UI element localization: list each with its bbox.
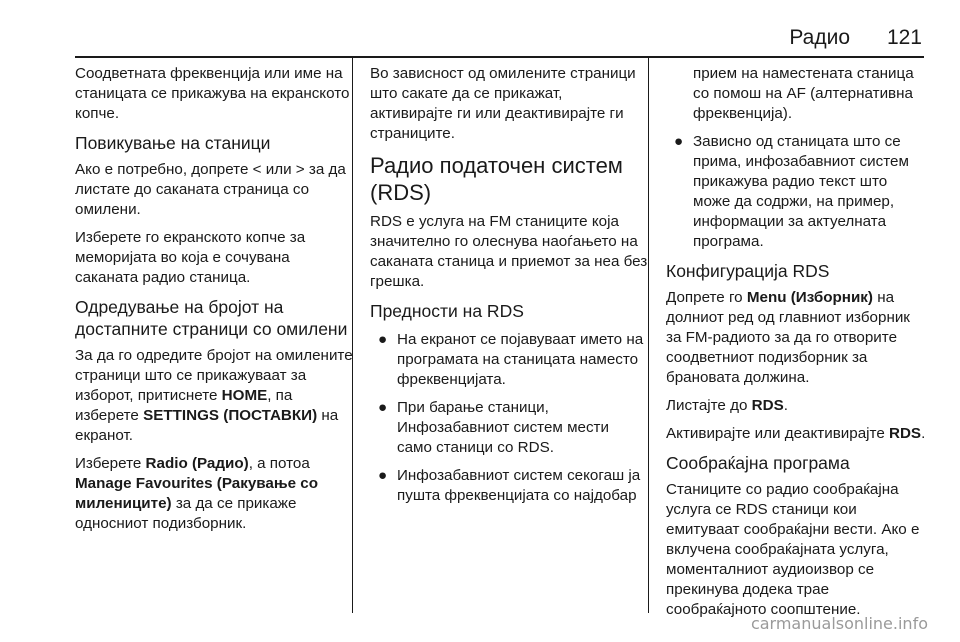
bullet-icon: ● (378, 399, 388, 416)
header-rule (75, 56, 924, 58)
column-divider-2 (648, 58, 649, 613)
column-1 (75, 64, 353, 542)
manage-favourites-label: Manage Favourites (Ракување со милениците) (75, 475, 319, 512)
bullet-list (370, 330, 648, 506)
paragraph: Листајте до RDS. (666, 397, 788, 414)
column-3 (666, 64, 928, 628)
menu-label: Menu (Изборник) (746, 289, 873, 306)
paragraph: Станиците со радио сообраќајна услуга се RDS станици кои емитуваат сообраќајни вести. Ако е вклучена сообраќајната услуга, моменталниот аудиоизвор се прекинува додека трае сообраќајното соопштение. (666, 481, 920, 618)
heading-define-favourites: Одредување на бројот на достапните страници со омилени (75, 297, 348, 339)
paragraph: Изберете Radio (Радио), а потоа Manage Favourites (Ракување со милениците) за да се прикаже односниот подизборник. (75, 455, 319, 532)
paragraph: За да го одредите бројот на омилените страници што се прикажуваат за изборот, притиснете HOME, па изберете SETTINGS (ПОСТАВКИ) на екранот. (75, 347, 353, 444)
rds-label: RDS (751, 397, 784, 414)
paragraph: Во зависност од омилените страници што сакате да се прикажат, активирајте ги или деактивирајте ги страниците. (370, 65, 636, 142)
radio-label: Radio (Радио) (145, 455, 249, 472)
page-title: Радио (789, 26, 850, 49)
paragraph: Допрете го Menu (Изборник) на долниот ред од главниот изборник за FM-радиото за да го отворите соодветниот подизборник за брановата должина. (666, 289, 910, 386)
paragraph: Соодветната фреквенција или име на станицата се прикажува на екранското копче. (75, 65, 350, 122)
bullet-icon: ● (378, 331, 388, 348)
paragraph: Активирајте или деактивирајте RDS. (666, 425, 926, 442)
column-2 (370, 64, 648, 514)
heading-browse-stations: Повикување на станици (75, 133, 271, 153)
home-label: HOME (221, 387, 268, 404)
bullet-icon: ● (674, 133, 684, 150)
heading-rds: Радио податочен систем (RDS) (370, 153, 623, 205)
paragraph: Изберете го екранското копче за меморијата во која е сочувана саканата радио станица. (75, 229, 306, 286)
watermark: carmanualsonline.info (750, 614, 928, 633)
list-item-continued: прием на наместената станица со помош на AF (алтернативна фреквенција). (693, 65, 914, 122)
rds-label: RDS (889, 425, 922, 442)
bullet-list (666, 64, 928, 252)
list-item: ● На екранот се појавуваат името на програмата на станицата наместо фреквенцијата. (378, 331, 644, 388)
bullet-icon: ● (378, 467, 388, 484)
paragraph: Ако е потребно, допрете < или > за да листате до саканата страница со омилени. (75, 161, 346, 218)
heading-traffic-programme: Сообраќајна програма (666, 453, 850, 473)
paragraph: RDS е услуга на FM станиците која значително го олеснува наоѓањето на саканата станица и приемот за неа без грешка. (370, 213, 648, 290)
heading-rds-configuration: Конфигурација RDS (666, 261, 830, 281)
settings-label: SETTINGS (ПОСТАВКИ) (143, 407, 318, 424)
list-item: ● Зависно од станицата што се прима, инфозабавниот систем прикажува радио текст што може да содржи, на пример, информации за актуелната програма. (674, 133, 909, 250)
list-item: ● Инфозабавниот систем секогаш ја пушта фреквенцијата со најдобар (378, 467, 641, 504)
list-item: ● При барање станици, Инфозабавниот систем мести само станици со RDS. (378, 399, 609, 456)
page-number: 121 (886, 26, 922, 49)
heading-rds-advantages: Предности на RDS (370, 301, 524, 321)
